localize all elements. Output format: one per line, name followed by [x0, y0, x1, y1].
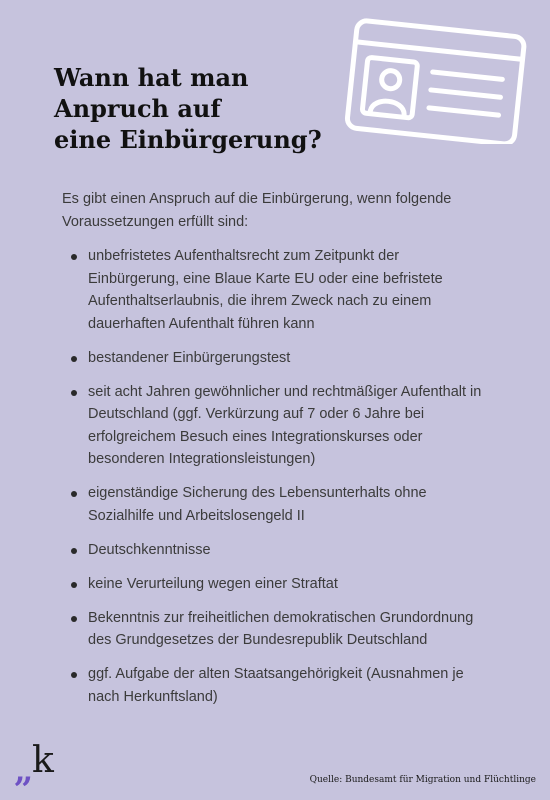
bullet-icon	[71, 548, 77, 554]
list-item-text: keine Verurteilung wegen einer Straftat	[88, 575, 338, 592]
list-item-text: Deutschkenntnisse	[88, 541, 211, 558]
page-title	[54, 62, 344, 155]
intro-text: Es gibt einen Anspruch auf die Einbürgerung, wenn folgende Voraussetzungen erfüllt sind:	[62, 191, 452, 230]
list-item-text: unbefristetes Aufenthaltsrecht zum Zeitpunkt der Einbürgerung, eine Blaue Karte EU oder eine befristete Aufenthaltserlaubnis, die ihrem Zweck nach zu einem dauerhaften Aufenthalt führen kann	[88, 248, 443, 332]
list-item	[62, 663, 482, 708]
requirements-list	[62, 245, 482, 720]
bullet-icon	[71, 254, 77, 260]
list-item-text: bestandener Einbürgerungstest	[88, 349, 291, 366]
bullet-icon	[71, 616, 77, 622]
list-item-text: ggf. Aufgabe der alten Staatsangehörigkeit (Ausnahmen je nach Herkunftsland)	[88, 666, 464, 705]
bullet-icon	[71, 672, 77, 678]
title-line: Anpruch auf	[54, 94, 221, 123]
bullet-icon	[71, 390, 77, 396]
list-item	[62, 539, 482, 562]
title-line: Wann hat man	[54, 63, 249, 92]
list-item-text: seit acht Jahren gewöhnlicher und rechtmäßiger Aufenthalt in Deutschland (ggf. Verkürzung auf 7 oder 6 Jahre bei erfolgreichem Besuch eines Integrationskurses oder besonderen Integrationsleistungen)	[88, 383, 482, 467]
list-item	[62, 347, 482, 370]
list-item-text: eigenständige Sicherung des Lebensunterhalts ohne Sozialhilfe und Arbeitslosengeld II	[88, 485, 427, 524]
list-item	[62, 482, 482, 527]
list-item-text: Bekenntnis zur freiheitlichen demokratischen Grundordnung des Grundgesetzes der Bundesrepublik Deutschland	[88, 609, 474, 648]
bullet-icon	[71, 356, 77, 362]
brand-logo	[14, 740, 60, 791]
logo-letter: k	[32, 740, 54, 781]
source-caption: Quelle: Bundesamt für Migration und Flüchtlinge	[309, 775, 536, 785]
list-item	[62, 245, 482, 335]
bullet-icon	[71, 491, 77, 497]
bullet-icon	[71, 582, 77, 588]
id-card-icon	[332, 14, 532, 144]
list-item	[62, 573, 482, 596]
logo-quote-mark: „	[14, 751, 34, 791]
title-line: eine Einbürgerung?	[54, 125, 322, 154]
list-item	[62, 381, 482, 471]
list-item	[62, 607, 482, 652]
